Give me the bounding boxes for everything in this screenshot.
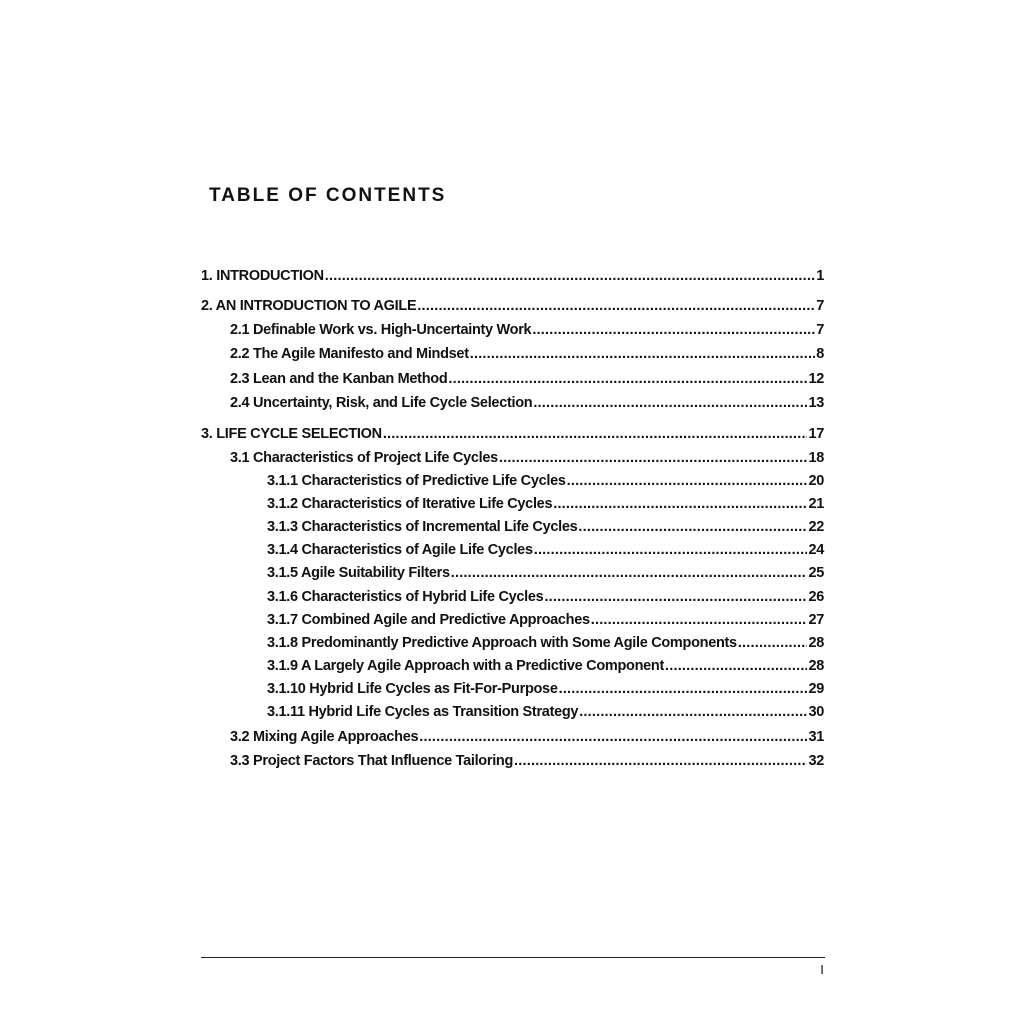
toc-entry-label: 3.1.3 Characteristics of Incremental Life Cycles [267,519,578,535]
toc-entry-page: 28 [808,635,824,651]
dot-leader [448,369,807,389]
toc-entry-label: 2.1 Definable Work vs. High-Uncertainty Work [230,322,532,338]
toc-entry-label: 3. LIFE CYCLE SELECTION [201,426,382,442]
toc-entry-label: 3.3 Project Factors That Influence Tailoring [230,753,514,769]
dot-leader [470,344,816,364]
toc-entry-page: 8 [816,346,824,362]
toc-entry-page: 30 [808,704,824,720]
toc-entry-label: 3.1.1 Characteristics of Predictive Life Cycles [267,473,566,489]
toc-entry-page: 13 [808,395,824,411]
dot-leader [738,633,808,653]
toc-entry-life-cycle-selection[interactable] [201,424,824,444]
dot-leader [567,471,808,491]
dot-leader [417,296,815,316]
page-title: TABLE OF CONTENTS [209,185,447,206]
dot-leader [419,727,807,747]
toc-entry-page: 12 [808,371,824,387]
toc-entry-page: 32 [808,753,824,769]
toc-entry-3-1-11[interactable] [267,702,824,722]
toc-entry-3-1-4[interactable] [267,540,824,560]
dot-leader [533,393,807,413]
toc-entry-introduction[interactable] [201,266,824,286]
toc-entry-introduction-to-agile[interactable] [201,296,824,316]
dot-leader [553,494,807,514]
dot-leader [579,702,807,722]
toc-entry-3-1-6[interactable] [267,587,824,607]
toc-entry-page: 7 [816,322,824,338]
toc-entry-label: 3.1.7 Combined Agile and Predictive Approaches [267,612,590,628]
toc-entry-label: 3.1.10 Hybrid Life Cycles as Fit-For-Purpose [267,681,558,697]
toc-entry-page: 24 [808,542,824,558]
dot-leader [325,266,815,286]
toc-entry-3-1[interactable] [230,448,824,468]
toc-entry-page: 21 [808,496,824,512]
footer-page-number: I [820,962,824,977]
dot-leader [544,587,807,607]
toc-entry-3-1-5[interactable] [267,563,824,583]
toc-entry-page: 7 [816,298,824,314]
toc-entry-label: 3.2 Mixing Agile Approaches [230,729,419,745]
toc-entry-page: 26 [808,589,824,605]
toc-entry-label: 3.1.2 Characteristics of Iterative Life Cycles [267,496,553,512]
dot-leader [591,610,808,630]
dot-leader [514,751,807,771]
toc-entry-3-2[interactable] [230,727,824,747]
toc-entry-3-1-2[interactable] [267,494,824,514]
toc-entry-label: 3.1.11 Hybrid Life Cycles as Transition Strategy [267,704,579,720]
toc-entry-label: 2.4 Uncertainty, Risk, and Life Cycle Selection [230,395,533,411]
toc-entry-page: 20 [808,473,824,489]
dot-leader [534,540,808,560]
toc-entry-label: 3.1.4 Characteristics of Agile Life Cycles [267,542,533,558]
toc-entry-label: 3.1.9 A Largely Agile Approach with a Predictive Component [267,658,665,674]
footer-divider [201,957,825,958]
toc-entry-3-3[interactable] [230,751,824,771]
toc-entry-label: 3.1.5 Agile Suitability Filters [267,565,450,581]
toc-entry-3-1-8[interactable] [267,633,824,653]
dot-leader [451,563,808,583]
toc-entry-page: 31 [808,729,824,745]
toc-entry-label: 3.1.6 Characteristics of Hybrid Life Cycles [267,589,544,605]
toc-entry-page: 18 [808,450,824,466]
dot-leader [665,656,807,676]
toc-entry-3-1-1[interactable] [267,471,824,491]
toc-entry-page: 17 [808,426,824,442]
toc-entry-3-1-3[interactable] [267,517,824,537]
toc-entry-page: 28 [808,658,824,674]
dot-leader [383,424,808,444]
toc-entry-page: 25 [808,565,824,581]
toc-entry-label: 2.3 Lean and the Kanban Method [230,371,448,387]
toc-entry-page: 27 [808,612,824,628]
dot-leader [559,679,808,699]
toc-entry-page: 22 [808,519,824,535]
toc-entry-label: 3.1.8 Predominantly Predictive Approach with Some Agile Components [267,635,737,651]
toc-entry-3-1-9[interactable] [267,656,824,676]
toc-entry-label: 1. INTRODUCTION [201,268,324,284]
toc-entry-label: 2.2 The Agile Manifesto and Mindset [230,346,469,362]
dot-leader [578,517,807,537]
toc-entry-3-1-7[interactable] [267,610,824,630]
toc-entry-label: 3.1 Characteristics of Project Life Cycles [230,450,498,466]
toc-entry-3-1-10[interactable] [267,679,824,699]
dot-leader [532,320,815,340]
dot-leader [499,448,808,468]
toc-entry-2-4[interactable] [230,393,824,413]
toc-entry-label: 2. AN INTRODUCTION TO AGILE [201,298,417,314]
toc-entry-page: 29 [808,681,824,697]
toc-entry-2-1[interactable] [230,320,824,340]
toc-entry-2-3[interactable] [230,369,824,389]
toc-entry-2-2[interactable] [230,344,824,364]
toc-entry-page: 1 [816,268,824,284]
